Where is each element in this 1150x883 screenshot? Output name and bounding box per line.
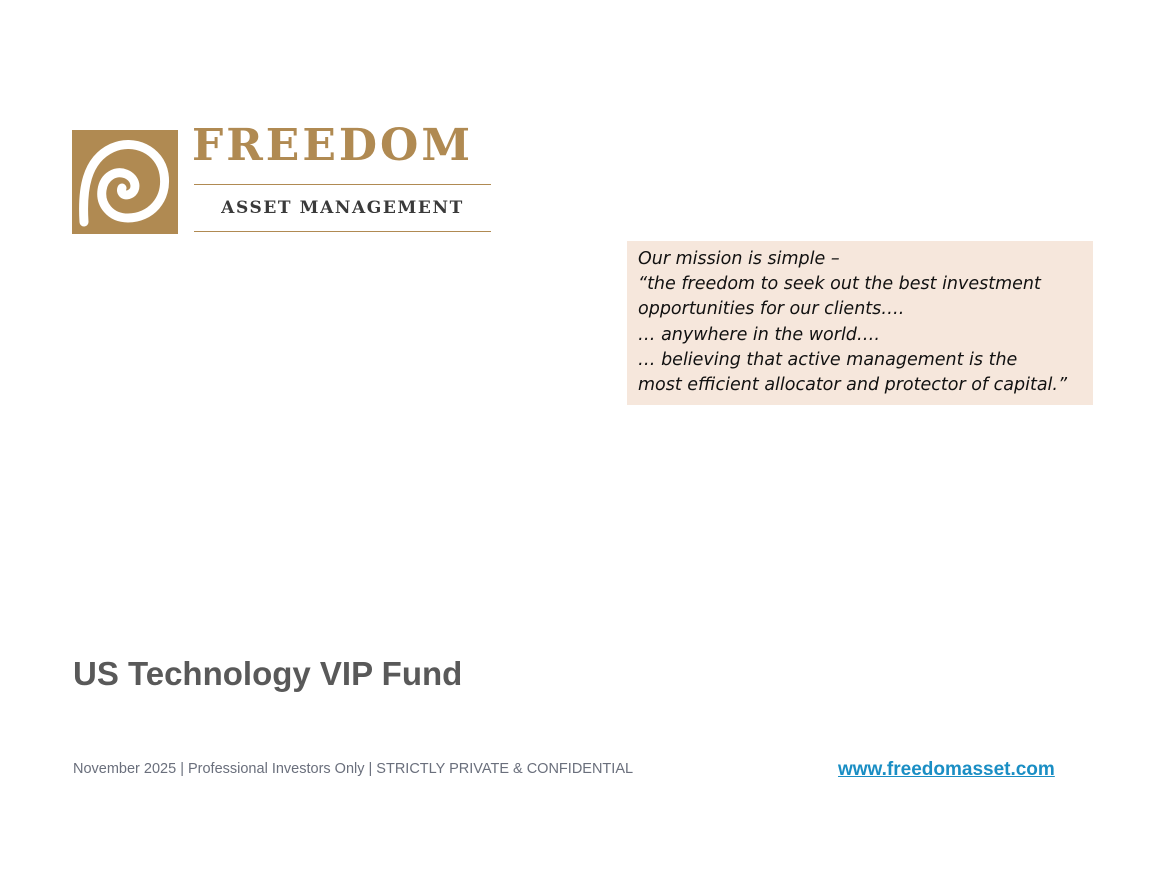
- fund-title: US Technology VIP Fund: [73, 655, 463, 692]
- logo-divider-bottom: [194, 231, 491, 232]
- mission-line: Our mission is simple –: [638, 249, 840, 269]
- mission-line: … anywhere in the world….: [638, 324, 880, 345]
- mission-line: opportunities for our clients….: [638, 299, 905, 320]
- mission-line: “the freedom to seek out the best investment: [638, 274, 1041, 295]
- mission-line: most efficient allocator and protector of capital.”: [638, 375, 1068, 396]
- footer-disclaimer: November 2025 | Professional Investors Only | STRICTLY PRIVATE & CONFIDENTIAL: [73, 761, 634, 777]
- company-logo: [72, 120, 492, 236]
- logo-wordmark: FREEDOM: [192, 120, 474, 171]
- logo-subtitle: ASSET MANAGEMENT: [221, 198, 464, 218]
- website-link[interactable]: www.freedomasset.com: [838, 759, 1055, 780]
- spiral-logo-icon: [72, 130, 178, 234]
- mission-statement-box: [627, 241, 1093, 405]
- logo-divider-top: [194, 184, 491, 185]
- mission-line: … believing that active management is the: [638, 349, 1018, 370]
